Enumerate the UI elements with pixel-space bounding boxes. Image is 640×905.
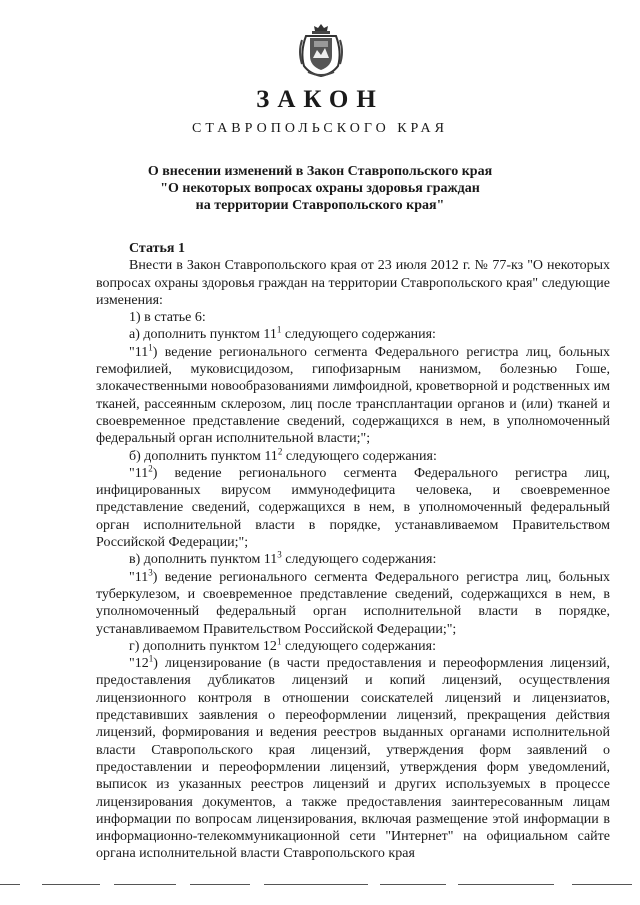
law-subject	[100, 163, 540, 214]
region-name: СТАВРОПОЛЬСКОГО КРАЯ	[192, 121, 448, 136]
subitem-a-text: "$11^1$) ведение регионального сегмента Федерального регистра лиц, больных гемофилией, муковисцидозом, гипофизарным нанизмом, болезнью Гоше, злокачественными новообразованиями лимфоидной, кроветворной и родственных им тканей, рассеянным склерозом, лиц после трансплантации органов и (или) тканей и своевременное представление сведений, содержащихся в нем, в уполномоченный федеральный орган исполнительной власти;";	[96, 342, 610, 447]
subitem-g: г) дополнить пунктом $12^1$ следующего содержания:	[129, 636, 436, 654]
subitem-b: б) дополнить пунктом $11^2$ следующего содержания:	[129, 445, 437, 464]
article-intro: Внести в Закон Ставропольского края от 23 июля 2012 г. № 77-кз "О некоторых вопросах охраны здоровья граждан на территории Ставропольского края" следующие изменения:	[96, 258, 610, 308]
subitem-g-text: "$12^1$) лицензирование (в части предоставления и переоформления лицензий, предоставления дубликатов лицензий и копий лицензий, осуществления лицензионного контроля в отношении соискателей лицензий и лицензиатов, представивших заявления о переоформлении лицензий, прекращения действия лицензий, формирования и ведения реестров выданных органами исполнительной власти Ставропольского края лицензий, утверждения форм заявлений о предоставлении и переоформлении лицензий, утверждения форм уведомлений, выписок из указанных реестров лицензий и других используемых в процессе лицензирования документов, а также предоставления заинтересованным лицам информации по вопросам лицензирования, включая размещение этой информации в информационно-телекоммуникационной сети "Интернет" на официальном сайте органа исполнительной власти Ставропольского края	[96, 653, 610, 862]
item-1: 1) в статье 6:	[129, 310, 206, 326]
law-title: ЗАКОН	[256, 86, 384, 113]
coat-of-arms-icon	[296, 22, 346, 78]
subject-line-3: на территории Ставропольского края"	[195, 198, 445, 213]
subitem-v-text: "$11^3$) ведение регионального сегмента Федерального регистра лиц, больных туберкулезом, и своевременное представление сведений, содержащихся в нем, в уполномоченный федеральный орган исполнительной власти в порядке, устанавливаемом Правительством Российской Федерации;";	[96, 566, 610, 637]
footer-rules	[0, 884, 640, 896]
subitem-v: в) дополнить пунктом $11^3$ следующего содержания:	[129, 549, 437, 568]
subitem-b-text: "$11^2$) ведение регионального сегмента Федерального регистра лиц, инфицированных вирусом иммунодефицита человека, и своевременное представление сведений, содержащихся в нем, в уполномоченный федеральный орган исполнительной власти в порядке, устанавливаемом Правительством Российской Федерации;";	[96, 463, 610, 551]
article-heading: Статья 1	[129, 241, 185, 256]
article-body	[96, 240, 610, 863]
subitem-a: а) дополнить пунктом $11^1$ следующего содержания:	[129, 324, 436, 343]
subject-line-1: О внесении изменений в Закон Ставропольского края	[147, 164, 493, 179]
subject-line-2: "О некоторых вопросах охраны здоровья граждан	[160, 181, 480, 196]
